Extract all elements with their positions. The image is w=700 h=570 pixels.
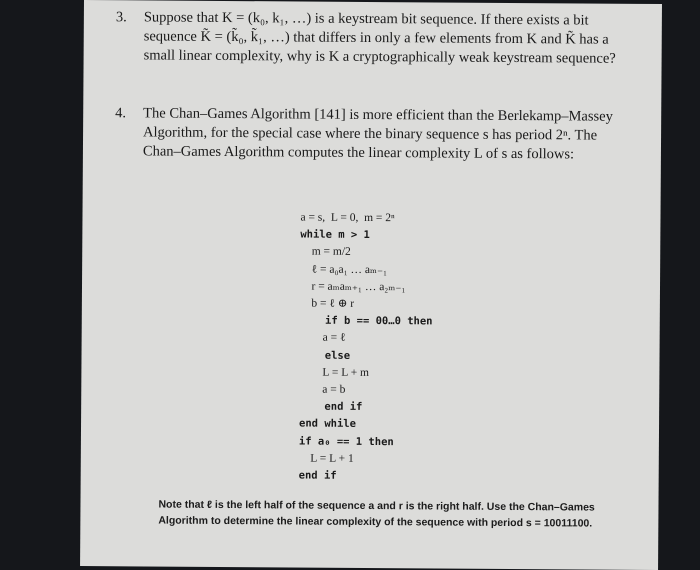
algorithm-line: end while — [299, 417, 356, 431]
algorithm-line: a = b — [299, 383, 346, 396]
algorithm-line: L = L + 1 — [298, 452, 354, 465]
problem-text: The Chan–Games Algorithm [141] is more efficient than the Berlekamp–Massey Algorithm, for the special case where the binary sequence s has period 2ⁿ. The Chan–Games Algorithm computes the linear complexity L of s as follows: — [142, 105, 613, 163]
algorithm-line: if b == 00…0 then — [299, 314, 433, 328]
problem-number: 3. — [115, 9, 127, 26]
algorithm-line: else — [299, 349, 351, 362]
algorithm-line: b = ℓ ⊕ r — [299, 297, 355, 310]
exercise-note: Note that ℓ is the left half of the sequence a and r is the right half. Use the Chan–Games Algorithm to determine the linear complexity of the sequence with period s = 10011100. — [158, 498, 595, 530]
algorithm-line: if a₀ == 1 then — [298, 435, 394, 448]
problem-4 — [117, 104, 632, 165]
algorithm-line: L = L + m — [299, 366, 370, 379]
problem-number: 4. — [115, 105, 127, 122]
algorithm-line: a = s, L = 0, m = 2ⁿ — [300, 211, 395, 225]
algorithm-line: m = m/2 — [300, 245, 351, 259]
problem-text: Suppose that K = (k₀, k₁, …) is a keystream bit sequence. If there exists a bit sequence K̃ = (k̃₀, k̃₁, …) that differs in only a few elements from K and K̃ has a small linear complexity, why is K a cryptographically weak keystream sequence? — [143, 9, 616, 67]
algorithm-line: r = aₘaₘ₊₁ … a₂ₘ₋₁ — [299, 280, 406, 294]
problem-3 — [115, 8, 633, 69]
algorithm-line: end if — [299, 400, 363, 414]
algorithm-line: while m > 1 — [300, 228, 370, 242]
algorithm-line: ℓ = a₀a₁ … aₘ₋₁ — [300, 263, 388, 276]
textbook-page — [80, 0, 662, 570]
algorithm-line: a = ℓ — [299, 331, 346, 345]
chan-games-algorithm — [299, 210, 434, 486]
algorithm-line: end if — [298, 469, 337, 482]
